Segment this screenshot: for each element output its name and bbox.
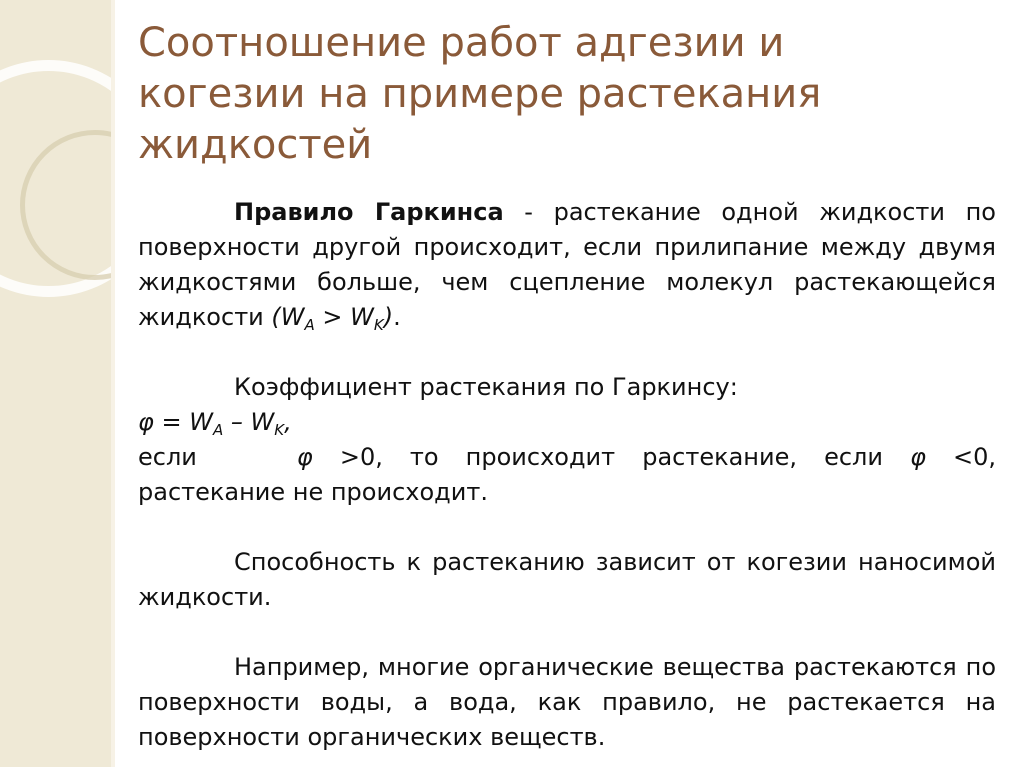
title-line: когезии на примере растекания — [138, 71, 822, 117]
decorative-side-band — [0, 0, 111, 767]
coefficient-formula: $\varphi = W_A - W_K$, — [138, 408, 292, 439]
rule-formula: $(W_A > W_K)$ — [271, 303, 394, 334]
coefficient-tail: растекание не происходит. — [138, 478, 488, 506]
title-line: жидкостей — [138, 122, 373, 168]
ability-paragraph: Способность к растеканию зависит от когезии наносимой жидкости. — [138, 548, 996, 611]
rule-term: Правило Гаркинса — [234, 198, 504, 226]
slide-title — [138, 18, 988, 171]
coefficient-heading: Коэффициент растекания по Гаркинсу: — [234, 373, 738, 401]
side-band-edge — [111, 0, 115, 767]
title-line: Соотношение работ адгезии и — [138, 20, 785, 66]
example-paragraph: Например, многие органические вещества растекаются по поверхности воды, а вода, как правило, не растекается на поверхности органических веществ. — [138, 653, 996, 751]
slide-body — [138, 195, 996, 755]
rule-text: - растекание одной жидкости по поверхности другой происходит, если прилипание между двумя жидкостями больше, чем сцепление молекул растекающейся жидкости — [138, 198, 996, 331]
coefficient-condition: если φ >0, то происходит растекание, если φ <0, — [138, 443, 996, 471]
rule-paragraph: Правило Гаркинса - растекание одной жидкости по поверхности другой происходит, если прилипание между двумя жидкостями больше, чем сцепление молекул растекающейся жидкости $(W_A > W_K)$. — [138, 198, 996, 334]
